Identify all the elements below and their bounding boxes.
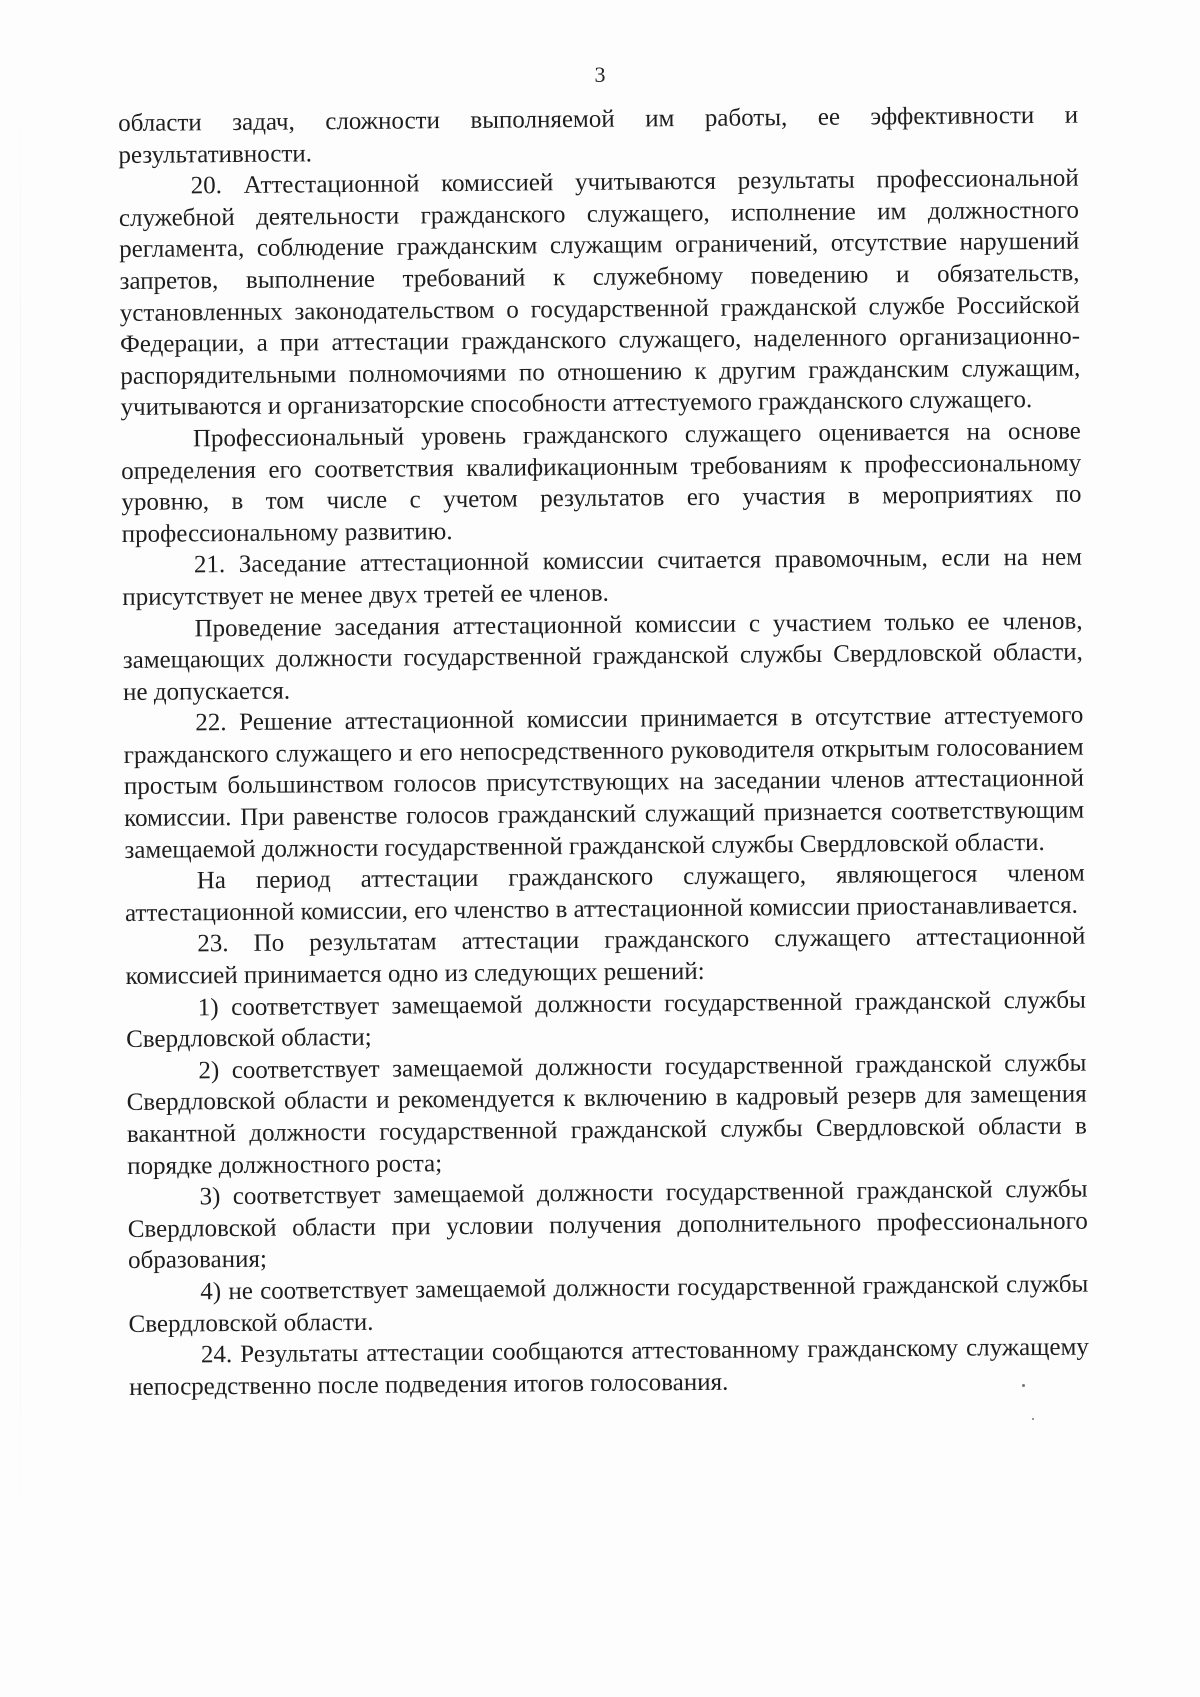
- decision-option-2: 2) соответствует замещаемой должности государственной гражданской службы Свердловской области и рекомендуется к включению в кадровый резерв для замещения вакантной должности государственной гражданской службы Свердловской области в порядке должностного роста;: [126, 1049, 1088, 1180]
- paragraph-item-21: 21. Заседание аттестационной комиссии считается правомочным, если на нем присутствует не менее двух третей ее членов.: [122, 543, 1083, 611]
- scan-speck: [1022, 1384, 1025, 1387]
- paragraph-item-23: 23. По результатам аттестации гражданского служащего аттестационной комиссией принимается одно из следующих решений:: [125, 923, 1086, 990]
- page-number: 3: [594, 62, 606, 87]
- paragraph-professional-level: Профессиональный уровень гражданского служащего оценивается на основе определения его соответствия квалификационным требованиям к профессиональному уровню, в том числе с учетом результатов его участия в мероприятиях по профессиональному развитию.: [121, 417, 1082, 548]
- decision-option-1: 1) соответствует замещаемой должности государственной гражданской службы Свердловской области;: [126, 986, 1086, 1054]
- scan-edge-shadow: [20, 0, 21, 1697]
- decision-option-3: 3) соответствует замещаемой должности государственной гражданской службы Свердловской области при условии получения дополнительного профессионального образования;: [127, 1175, 1088, 1275]
- paragraph-membership-suspension: На период аттестации гражданского служащего, являющегося членом аттестационной комиссии, его членство в аттестационной комиссии приостанавливается.: [124, 859, 1085, 927]
- decision-option-4: 4) не соответствует замещаемой должности государственной гражданской службы Свердловской области.: [128, 1270, 1089, 1338]
- paragraph-item-22: 22. Решение аттестационной комиссии принимается в отсутствие аттестуемого гражданского служащего и его непосредственного руководителя открытым голосованием простым большинством голосов присутствующих на заседании членов аттестационной комиссии. При равенстве голосов гражданский служащий признается соответствующим замещаемой должности государственной гражданской службы Свердловской области.: [123, 701, 1085, 864]
- paragraph-meeting-restriction: Проведение заседания аттестационной комиссии с участием только ее членов, замещающих должности государственной гражданской службы Свердловской области, не допускается.: [122, 607, 1083, 706]
- paragraph-item-24: 24. Результаты аттестации сообщаются аттестованному гражданскому служащему непосредственно после подведения итогов голосования.: [129, 1333, 1089, 1401]
- paragraph-item-20: 20. Аттестационной комиссией учитываются результаты профессиональной служебной деятельности гражданского служащего, исполнение им должностного регламента, соблюдение гражданским служащим ограничений, отсутствие нарушений запретов, выполнение требований к служебному поведению и обязательств, установленных законодательством о государственной гражданской службе Российской Федерации, а при аттестации гражданского служащего, наделенного организационно-распорядительными полномочиями по отношению к другим гражданским служащим, учитываются и организаторские способности аттестуемого гражданского служащего.: [118, 164, 1081, 422]
- scan-speck: [1032, 1418, 1034, 1420]
- document-body: [118, 100, 1089, 1404]
- paragraph-continuation: области задач, сложности выполняемой им работы, ее эффективности и результативности.: [118, 101, 1079, 169]
